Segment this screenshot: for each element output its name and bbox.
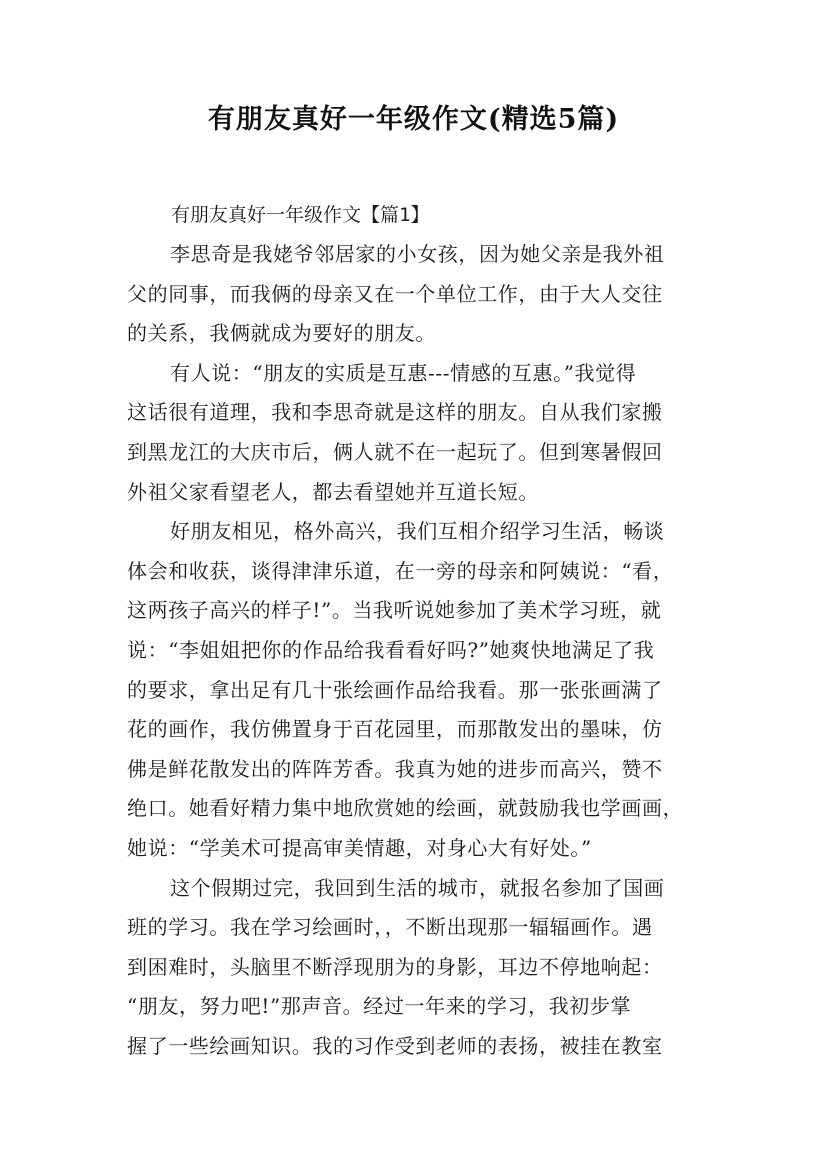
- paragraph-line: 好朋友相见，格外高兴，我们互相介绍学习生活，畅谈: [170, 519, 665, 544]
- paragraph-line: 外祖父家看望老人，都去看望她并互道长短。: [127, 479, 539, 504]
- paragraph-line: 有人说：“朋友的实质是互惠---情感的互惠。”我觉得: [170, 360, 637, 385]
- paragraph-1: [127, 235, 712, 354]
- section-heading: 有朋友真好一年级作文【篇1】: [171, 204, 430, 226]
- paragraph-line: 佛是鲜花散发出的阵阵芳香。我真为她的进步而高兴，赞不: [127, 756, 663, 781]
- paragraph-4: [127, 869, 712, 1067]
- paragraph-3: [127, 512, 712, 868]
- paragraph-line: 的要求，拿出足有几十张绘画作品给我看。那一张张画满了: [127, 677, 663, 702]
- document-body: [127, 196, 712, 1066]
- paragraph-line: 这两孩子高兴的样子!”。当我听说她参加了美术学习班，就: [127, 598, 662, 623]
- paragraph-line: 握了一些绘画知识。我的习作受到老师的表扬，被挂在教室: [127, 1033, 663, 1058]
- paragraph-line: 这个假期过完，我回到生活的城市，就报名参加了国画: [170, 875, 665, 900]
- document-title: 有朋友真好一年级作文(精选5篇): [207, 104, 620, 135]
- paragraph-line: “朋友，努力吧!”那声音。经过一年来的学习，我初步掌: [127, 994, 632, 1019]
- paragraph-line: 体会和收获，谈得津津乐道，在一旁的母亲和阿姨说：“看，: [127, 558, 674, 583]
- paragraph-line: 父的同事，而我俩的母亲又在一个单位工作，由于大人交往: [127, 281, 663, 306]
- paragraph-line: 李思奇是我姥爷邻居家的小女孩，因为她父亲是我外祖: [170, 242, 665, 266]
- paragraph-line: 到黑龙江的大庆市后，俩人就不在一起玩了。但到寒暑假回: [127, 439, 663, 464]
- paragraph-2: [127, 354, 712, 512]
- paragraph-line: 班的学习。我在学习绘画时，，不断出现那一辐辐画作。遇: [127, 915, 653, 940]
- paragraph-line: 她说：“学美术可提高审美情趣，对身心大有好处。”: [127, 835, 592, 860]
- paragraph-line: 的关系，我俩就成为要好的朋友。: [127, 321, 436, 346]
- paragraph-line: 这话很有道理，我和李思奇就是这样的朋友。自从我们家搬: [127, 400, 663, 425]
- paragraph-line: 说：“李姐姐把你的作品给我看看好吗?”她爽快地满足了我: [127, 637, 655, 662]
- paragraph-line: 到困难时，头脑里不断浮现朋为的身影，耳边不停地响起：: [127, 954, 663, 979]
- paragraph-line: 花的画作，我仿佛置身于百花园里，而那散发出的墨味，仿: [127, 717, 663, 742]
- paragraph-line: 绝口。她看好精力集中地欣赏她的绘画，就鼓励我也学画画，: [127, 796, 684, 821]
